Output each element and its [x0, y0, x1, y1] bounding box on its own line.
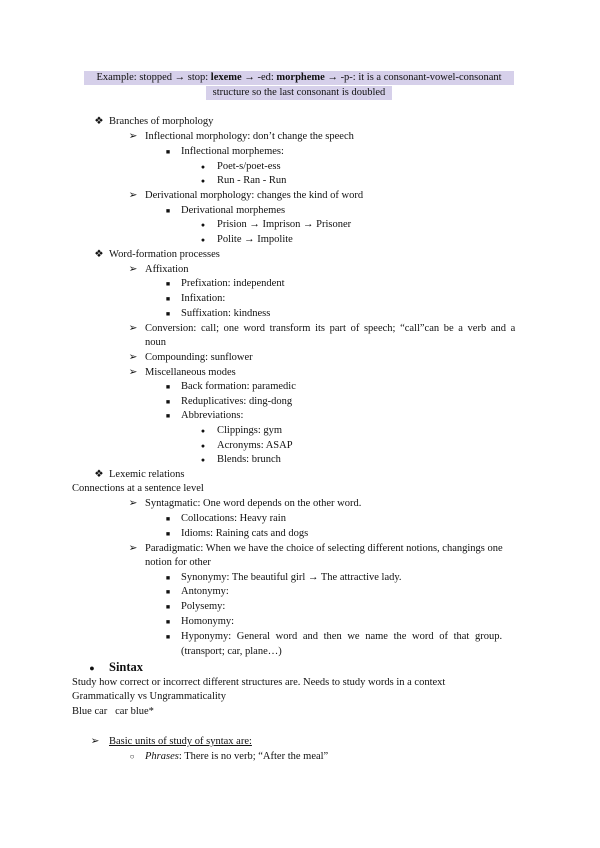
square-bullet-icon: ■ — [165, 515, 171, 523]
square-bullet-icon: ■ — [165, 603, 171, 611]
connections-sentence-level: Connections at a sentence level — [72, 483, 204, 494]
arrow-bullet-icon: ➢ — [128, 190, 138, 201]
inflectional-morphology: Inflectional morphology: don’t change the speech — [145, 131, 354, 142]
blends: Blends: brunch — [217, 454, 281, 465]
example-polite: Polite → Impolite — [217, 234, 293, 245]
polysemy: Polysemy: — [181, 601, 226, 612]
hyponymy-line-2: (transport; car, plane…) — [181, 646, 282, 657]
lexemic-relations-heading: Lexemic relations — [109, 469, 185, 480]
prefixation: Prefixation: independent — [181, 278, 285, 289]
dot-bullet-icon: ● — [200, 163, 206, 171]
square-bullet-icon: ■ — [165, 588, 171, 596]
square-bullet-icon: ■ — [165, 383, 171, 391]
basic-units-heading: Basic units of study of syntax are: — [109, 736, 252, 747]
diamond-bullet-icon: ❖ — [94, 116, 104, 127]
arrow-bullet-icon: ➢ — [128, 131, 138, 142]
homonymy: Homonymy: — [181, 616, 235, 627]
square-bullet-icon: ■ — [165, 618, 171, 626]
sintax-line-3: Blue car car blue* — [72, 706, 154, 717]
syntagmatic: Syntagmatic: One word depends on the other word. — [145, 498, 362, 509]
clippings: Clippings: gym — [217, 425, 283, 436]
square-bullet-icon: ■ — [165, 310, 171, 318]
dot-bullet-icon: ● — [200, 221, 206, 229]
abbreviations: Abbreviations: — [181, 410, 244, 421]
dot-bullet-icon: ● — [200, 442, 206, 450]
arrow-bullet-icon: ➢ — [128, 498, 138, 509]
sintax-line-2: Grammatically vs Ungrammaticality — [72, 691, 226, 702]
phrases-line — [145, 750, 328, 764]
square-bullet-icon: ■ — [165, 280, 171, 288]
dot-bullet-icon: ● — [200, 456, 206, 464]
acronyms: Acronyms: ASAP — [217, 440, 293, 451]
arrow-bullet-icon: ➢ — [128, 543, 138, 554]
collocations: Collocations: Heavy rain — [181, 513, 286, 524]
arrow-bullet-icon: ➢ — [128, 264, 138, 275]
example-run: Run - Ran - Run — [217, 175, 287, 186]
diamond-bullet-icon: ❖ — [94, 249, 104, 260]
conversion-line-1: Conversion: call; one word transform its part of speech; “call”can be a verb and a — [145, 323, 516, 334]
example-note-line-2: structure so the last consonant is doubled — [212, 87, 386, 98]
infixation: Infixation: — [181, 293, 226, 304]
suffixation: Suffixation: kindness — [181, 308, 271, 319]
synonymy: Synonymy: The beautiful girl → The attractive lady. — [181, 572, 402, 583]
derivational-morphemes: Derivational morphemes — [181, 205, 286, 216]
dot-bullet-icon: ● — [200, 177, 206, 185]
miscellaneous-modes: Miscellaneous modes — [145, 367, 236, 378]
back-formation: Back formation: paramedic — [181, 381, 296, 392]
diamond-bullet-icon: ❖ — [94, 469, 104, 480]
square-bullet-icon: ■ — [165, 398, 171, 406]
word-formation-heading: Word-formation processes — [109, 249, 220, 260]
arrow-bullet-icon: ➢ — [90, 736, 100, 747]
square-bullet-icon: ■ — [165, 633, 171, 641]
square-bullet-icon: ■ — [165, 412, 171, 420]
circle-bullet-icon: ○ — [129, 752, 135, 761]
dot-bullet-icon: ● — [200, 236, 206, 244]
sintax-heading: Sintax — [109, 660, 144, 674]
square-bullet-icon: ■ — [165, 530, 171, 538]
arrow-bullet-icon: ➢ — [128, 323, 138, 334]
example-prision: Prision → Imprison → Prisoner — [217, 219, 352, 230]
dot-bullet-icon: ● — [89, 663, 95, 673]
example-note-line-1: Example: stopped → stop: lexeme → -ed: morpheme → -p-: it is a consonant-vowel-consonant — [96, 72, 502, 83]
phrases-text: : There is no verb; “After the meal” — [178, 751, 329, 762]
branches-heading: Branches of morphology — [109, 116, 214, 127]
dot-bullet-icon: ● — [200, 427, 206, 435]
inflectional-morphemes: Inflectional morphemes: — [181, 146, 284, 157]
paradigmatic-line-2: notion for other — [145, 557, 211, 568]
antonymy: Antonymy: — [181, 586, 229, 597]
square-bullet-icon: ■ — [165, 148, 171, 156]
square-bullet-icon: ■ — [165, 574, 171, 582]
example-poet: Poet-s/poet-ess — [217, 161, 281, 172]
square-bullet-icon: ■ — [165, 295, 171, 303]
affixation: Affixation — [145, 264, 189, 275]
phrases-label: Phrases — [145, 751, 179, 762]
conversion-line-2: noun — [145, 337, 166, 348]
arrow-bullet-icon: ➢ — [128, 352, 138, 363]
hyponymy-line-1: Hyponymy: General word and then we name the word of that group. — [181, 631, 503, 642]
sintax-line-1: Study how correct or incorrect different structures are. Needs to study words in a context — [72, 677, 446, 688]
reduplicatives: Reduplicatives: ding-dong — [181, 396, 293, 407]
derivational-morphology: Derivational morphology: changes the kind of word — [145, 190, 364, 201]
compounding: Compounding: sunflower — [145, 352, 253, 363]
square-bullet-icon: ■ — [165, 207, 171, 215]
idioms: Idioms: Raining cats and dogs — [181, 528, 309, 539]
arrow-bullet-icon: ➢ — [128, 367, 138, 378]
paradigmatic-line-1: Paradigmatic: When we have the choice of selecting different notions, changings one — [145, 543, 503, 554]
